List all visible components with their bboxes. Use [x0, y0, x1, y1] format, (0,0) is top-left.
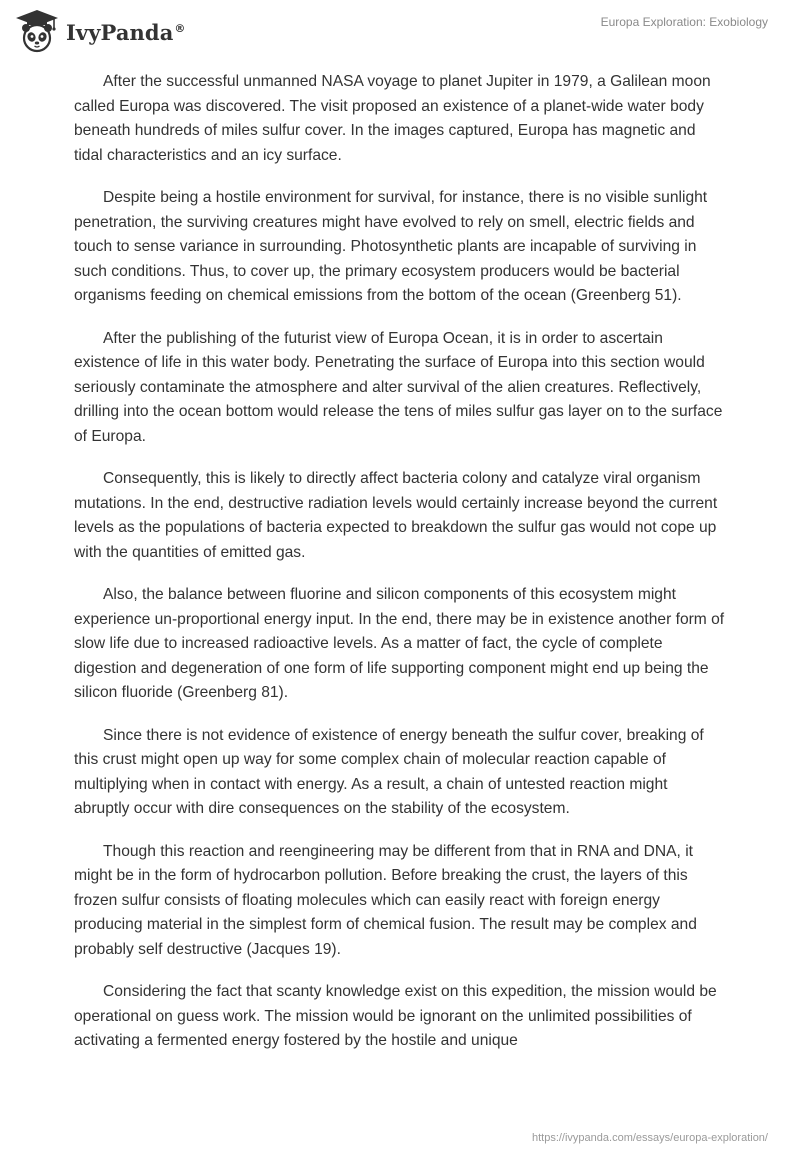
paragraph: After the successful unmanned NASA voyage to planet Jupiter in 1979, a Galilean moon called Europa was discovered. The visit proposed an existence of a planet-wide water body beneath hundreds of miles sulfur cover. In the images captured, Europa has magnetic and tidal characteristics and an icy surface.: [74, 73, 711, 164]
paragraph: Despite being a hostile environment for survival, for instance, there is no visible sunlight penetration, the surviving creatures might have evolved to rely on smell, electric fields and touch to sense variance in surrounding. Photosynthetic plants are incapable of surviving in such conditions. Thus, to cover up, the primary ecosystem producers would be bacterial organisms feeding on chemical emissions from the bottom of the ocean (Greenberg 51).: [74, 189, 708, 304]
paragraph: Since there is not evidence of existence of energy beneath the sulfur cover, breaking of this crust might open up way for some complex chain of molecular reaction capable of multiplying when in contact with energy. As a result, a chain of untested reaction might abruptly occur with dire consequences on the stability of the ecosystem.: [74, 726, 704, 817]
paragraph: After the publishing of the futurist view of Europa Ocean, it is in order to ascertain existence of life in this water body. Penetrating the surface of Europa into this section would seriously contaminate the atmosphere and alter survival of the alien creatures. Reflectively, drilling into the ocean bottom would release the tens of miles sulfur gas layer on to the surface of Europa.: [74, 329, 723, 445]
paragraph: Consequently, this is likely to directly affect bacteria colony and catalyze viral organism mutations. In the end, destructive radiation levels would certainly increase beyond the current levels as the populations of bacteria expected to breakdown the sulfur gas would not cope up with the quantities of emitted gas.: [74, 470, 718, 561]
paragraph: Considering the fact that scanty knowledge exist on this expedition, the mission would be operational on guess work. The mission would be ignorant on the unlimited possibilities of activating a fermented energy fostered by the hostile and unique: [74, 983, 717, 1049]
brand-name: IvyPanda®: [66, 19, 186, 45]
ivypanda-logo[interactable]: [14, 8, 186, 54]
essay-body: [74, 70, 726, 1072]
panda-graduation-cap-icon: [14, 8, 60, 54]
paragraph: Also, the balance between fluorine and silicon components of this ecosystem might experience un-proportional energy input. In the end, there may be in existence another form of slow life due to increased radioactive levels. As a matter of fact, the cycle of complete digestion and degeneration of one form of life supporting component might end up being the silicon fluoride (Greenberg 81).: [74, 586, 725, 701]
document-title: Europa Exploration: Exobiology: [600, 15, 768, 29]
paragraph: Though this reaction and reengineering may be different from that in RNA and DNA, it might be in the form of hydrocarbon pollution. Before breaking the crust, the layers of this frozen sulfur consists of floating molecules which can easily react with foreign energy producing material in the simplest form of chemical fusion. The result may be complex and probably self destructive (Jacques 19).: [74, 842, 697, 958]
page-header: [0, 0, 800, 64]
source-url[interactable]: https://ivypanda.com/essays/europa-exploration/: [531, 1132, 768, 1144]
